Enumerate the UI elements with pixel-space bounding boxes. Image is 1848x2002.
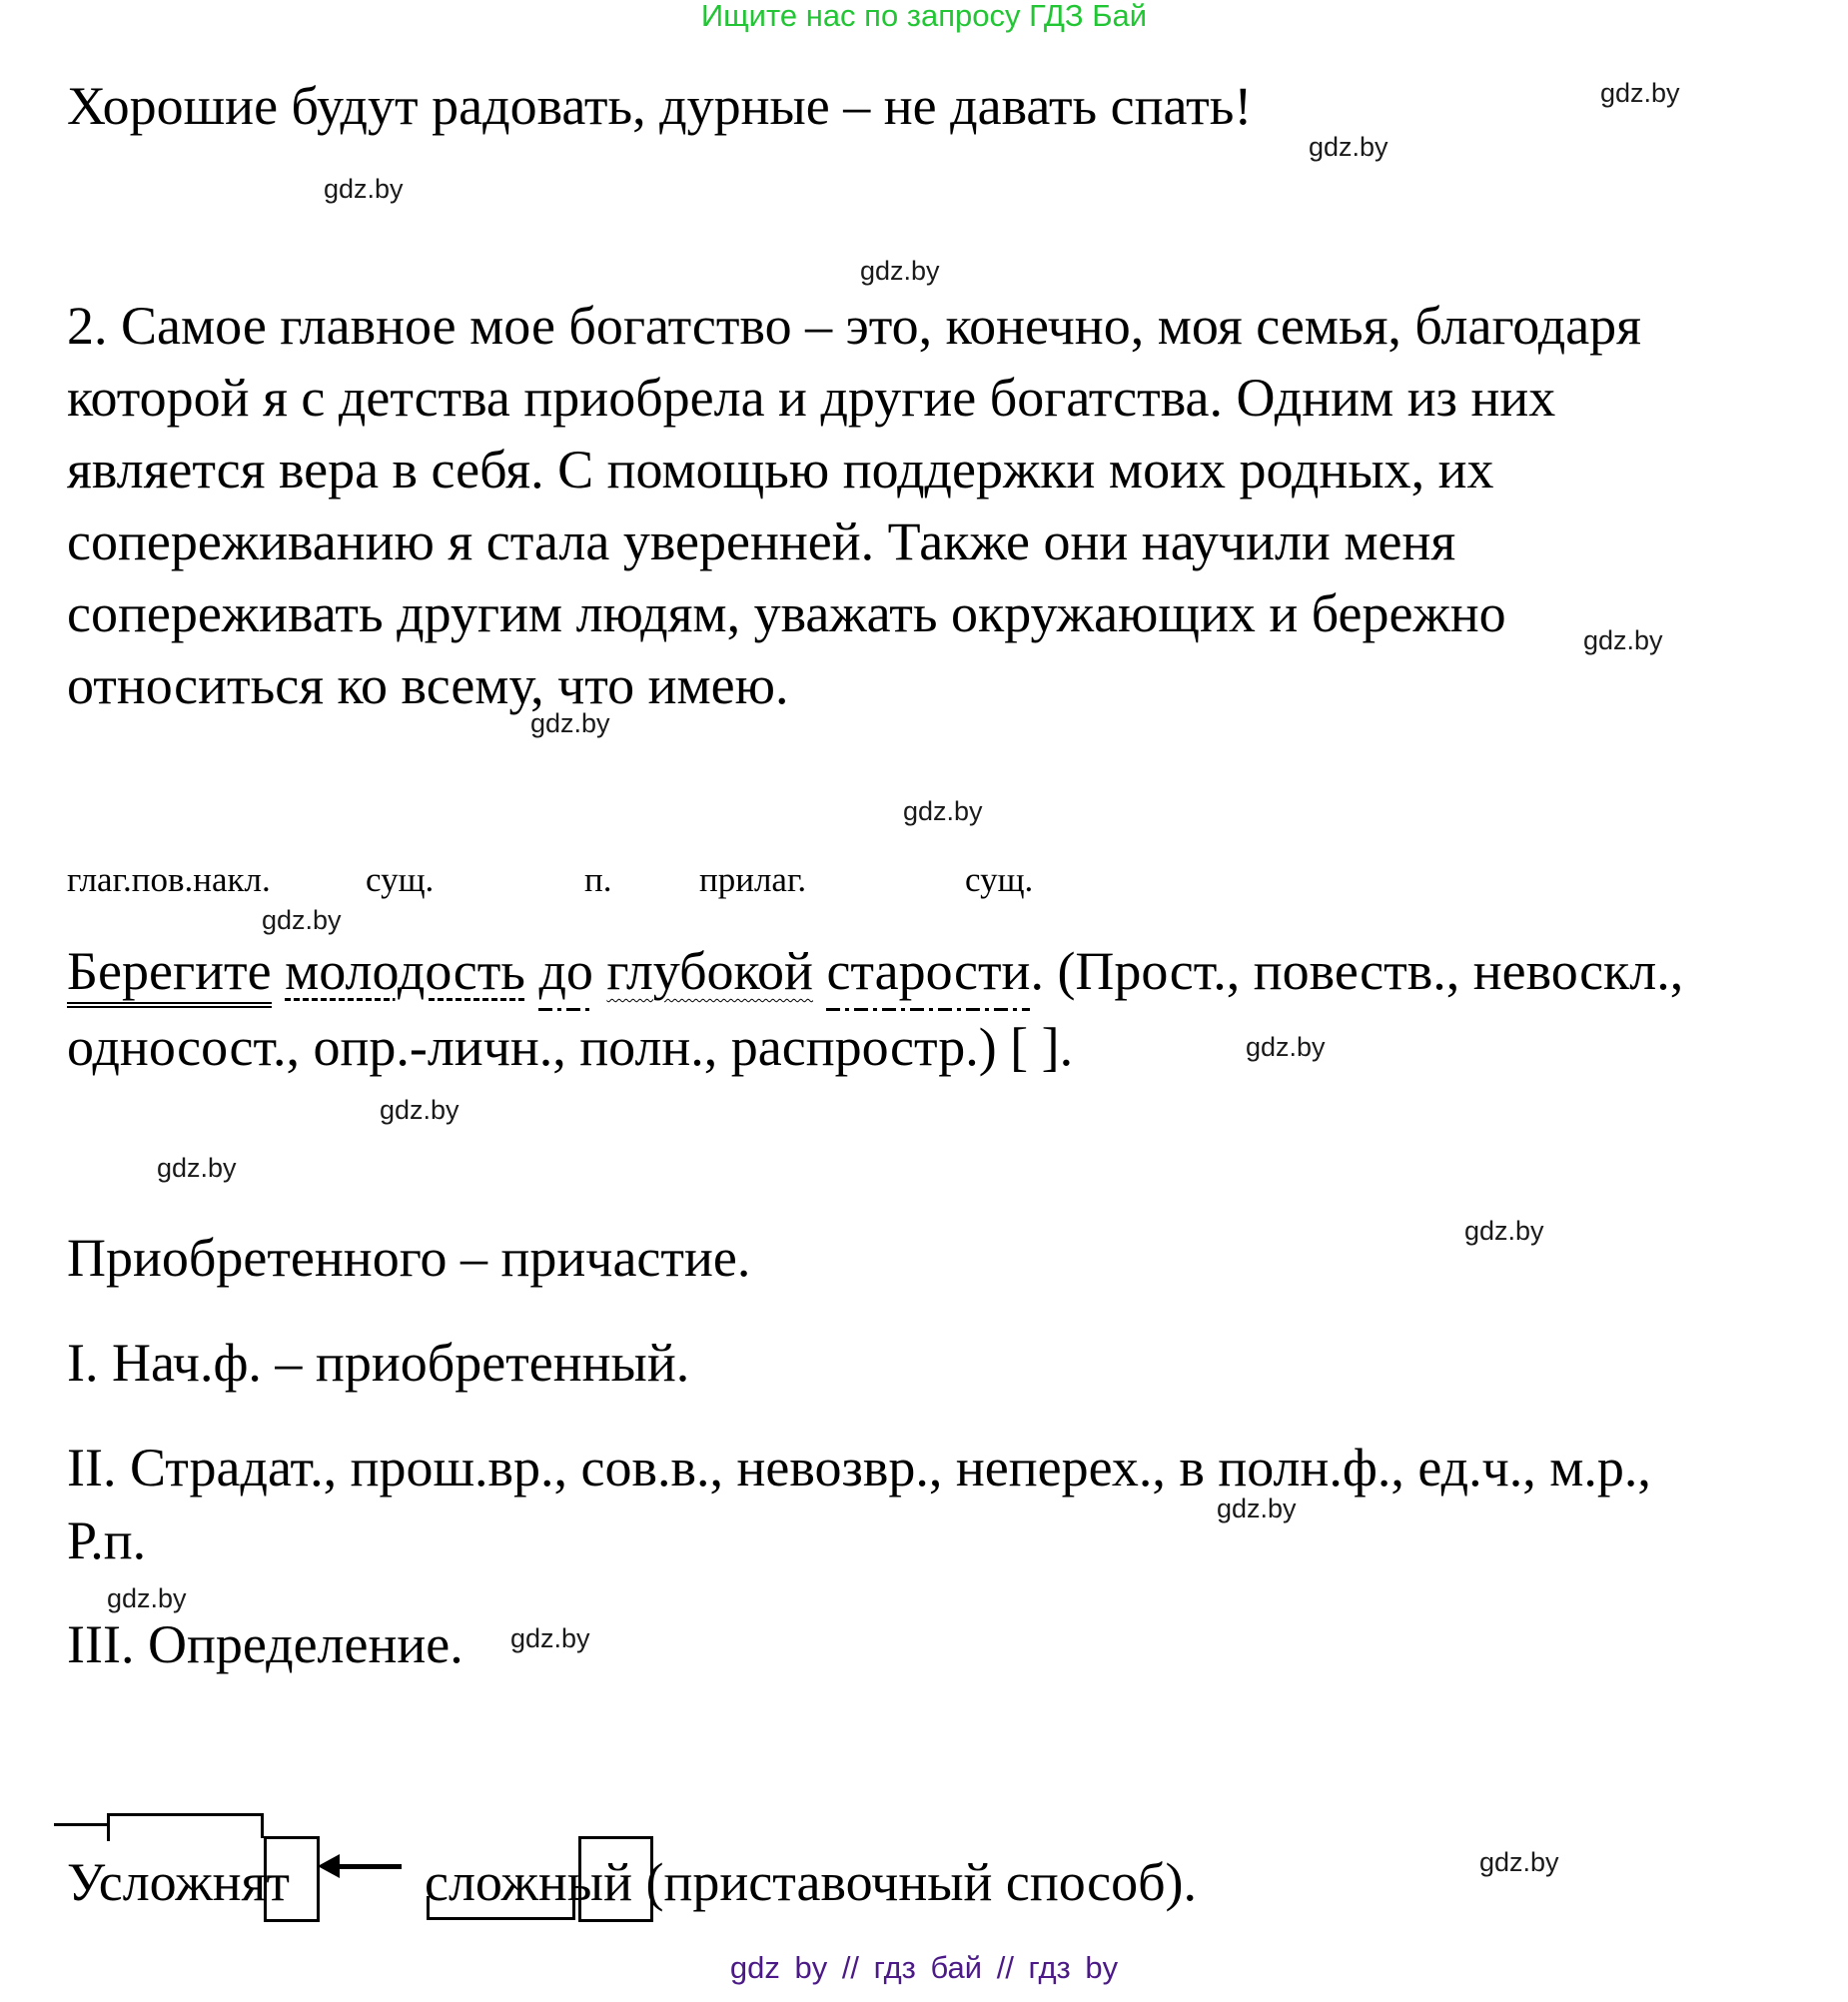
essay-line: является вера в себя. С помощью поддержки моих родных, их — [67, 440, 1494, 500]
watermark: gdz.by — [903, 796, 983, 826]
attribute-word: глубокой — [606, 941, 813, 1001]
watermark: gdz.by — [262, 905, 342, 935]
morphology-point-1: I. Нач.ф. – приобретенный. — [67, 1333, 690, 1393]
watermark: gdz.by — [157, 1153, 237, 1183]
parsed-sentence-line-2: односост., опр.-личн., полн., распростр.) [ ]. — [67, 1017, 1074, 1077]
watermark: gdz.by — [530, 708, 610, 738]
pos-tag-verb: глаг.пов.накл. — [67, 860, 271, 899]
essay-paragraph — [67, 290, 1641, 721]
derived-stem: Усложн — [67, 1852, 242, 1912]
watermark: gdz.by — [860, 256, 940, 286]
watermark: gdz.by — [1600, 78, 1680, 108]
derived-ending: ят — [241, 1852, 290, 1912]
essay-line: 2. Самое главное мое богатство – это, конечно, моя семья, благодаря — [67, 296, 1641, 356]
source-stem: сложн — [425, 1852, 567, 1912]
sentence-period: . — [1030, 941, 1044, 1001]
essay-line: относиться ко всему, что имею. — [67, 655, 789, 715]
pos-tag-adjective: прилаг. — [699, 860, 807, 899]
pos-tag-preposition: п. — [584, 860, 612, 899]
arrow-left-icon — [318, 1854, 340, 1878]
stem-arc-top — [107, 1813, 263, 1816]
essay-line: которой я с детства приобрела и другие богатства. Одним из них — [67, 368, 1556, 428]
adverbial-word: старости — [826, 941, 1030, 1011]
source-ending: ый — [566, 1852, 632, 1912]
watermark: gdz.by — [1479, 1847, 1559, 1877]
morphology-point-2: II. Страдат., прош.вр., сов.в., невозвр., неперех., в полн.ф., ед.ч., м.р., — [67, 1438, 1651, 1498]
arrow-shaft — [338, 1864, 402, 1869]
watermark: gdz.by — [380, 1095, 460, 1125]
watermark: gdz.by — [1309, 132, 1388, 162]
watermark: gdz.by — [1464, 1216, 1544, 1246]
watermark: gdz.by — [1246, 1032, 1326, 1062]
sentence-characteristics: (Прост., повеств., невоскл., — [1043, 941, 1684, 1001]
parsed-sentence-line-1 — [67, 941, 1684, 1001]
stem-arc-right — [261, 1813, 264, 1838]
watermark: gdz.by — [1217, 1494, 1297, 1523]
essay-line: сопереживанию я стала уверенней. Также они научили меня — [67, 511, 1456, 571]
predicate-word: Берегите — [67, 941, 272, 1008]
essay-line: сопереживать другим людям, уважать окружающих и бережно — [67, 583, 1506, 643]
pos-tag-noun: сущ. — [366, 860, 435, 899]
prefix-mark-riser — [107, 1813, 110, 1841]
morphology-point-3: III. Определение. — [67, 1614, 463, 1674]
preposition-word: до — [538, 941, 592, 1011]
object-word: молодость — [285, 941, 525, 1001]
source-word — [425, 1852, 1198, 1912]
bottom-site-banner: gdz by // гдз бай // гдз by — [729, 1950, 1119, 1985]
morphology-title: Приобретенного – причастие. — [67, 1228, 751, 1288]
intro-line: Хорошие будут радовать, дурные – не давать спать! — [67, 76, 1253, 136]
watermark: gdz.by — [107, 1583, 187, 1613]
watermark: gdz.by — [324, 174, 404, 204]
derived-word — [67, 1852, 290, 1912]
top-search-banner: Ищите нас по запросу ГДЗ Бай — [700, 0, 1148, 33]
watermark: gdz.by — [1583, 625, 1663, 655]
morphology-point-2-cont: Р.п. — [67, 1510, 147, 1570]
pos-tag-noun-2: сущ. — [965, 860, 1034, 899]
prefix-mark-left — [54, 1823, 110, 1826]
formation-method: (приставочный способ). — [631, 1852, 1198, 1912]
watermark: gdz.by — [510, 1623, 590, 1653]
